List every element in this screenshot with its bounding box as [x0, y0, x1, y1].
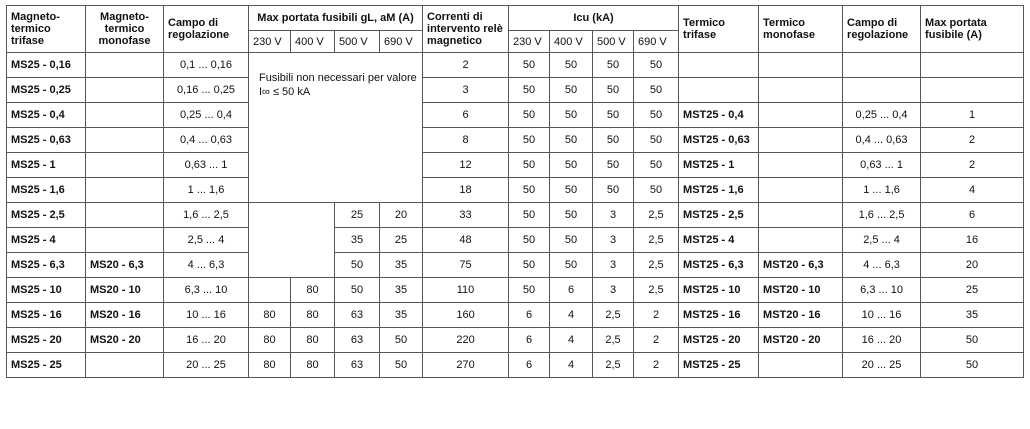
cell-fusibile-500: 63 — [335, 353, 380, 378]
fusibili-note: Fusibili non necessari per valore I∞ ≤ 50 kA — [249, 53, 423, 203]
cell-fusibile-690: 25 — [380, 228, 423, 253]
header-icu-voltage: 500 V — [593, 31, 634, 53]
cell-term-trifase: MST25 - 16 — [679, 303, 759, 328]
cell-fusibile-400: 80 — [291, 278, 335, 303]
cell-mag-monofase: MS20 - 10 — [86, 278, 164, 303]
cell-campo-2: 0,4 ... 0,63 — [843, 128, 921, 153]
cell-icu-230: 6 — [509, 353, 550, 378]
header-term-monofase: Termico monofase — [759, 6, 843, 53]
cell-icu-230: 50 — [509, 253, 550, 278]
cell-icu-400: 50 — [550, 128, 593, 153]
cell-icu-230: 50 — [509, 53, 550, 78]
table-row — [7, 203, 1024, 228]
cell-campo: 10 ... 16 — [164, 303, 249, 328]
cell-fusibile-500: 50 — [335, 253, 380, 278]
cell-icu-400: 4 — [550, 303, 593, 328]
cell-term-monofase — [759, 153, 843, 178]
cell-term-monofase — [759, 203, 843, 228]
header-icu-voltage: 230 V — [509, 31, 550, 53]
cell-corrente: 3 — [423, 78, 509, 103]
cell-icu-500: 50 — [593, 178, 634, 203]
header-term-trifase: Termico trifase — [679, 6, 759, 53]
cell-icu-230: 50 — [509, 128, 550, 153]
table-row — [7, 153, 1024, 178]
cell-mag-trifase: MS25 - 0,25 — [7, 78, 86, 103]
cell-fusibile-690: 50 — [380, 353, 423, 378]
cell-icu-690: 2 — [634, 303, 679, 328]
cell-mag-monofase — [86, 103, 164, 128]
cell-campo: 1 ... 1,6 — [164, 178, 249, 203]
cell-corrente: 6 — [423, 103, 509, 128]
cell-fusibile-500: 63 — [335, 303, 380, 328]
table-row — [7, 78, 1024, 103]
cell-term-monofase: MST20 - 16 — [759, 303, 843, 328]
cell-icu-400: 4 — [550, 328, 593, 353]
cell-mag-trifase: MS25 - 1,6 — [7, 178, 86, 203]
header-voltage: 690 V — [380, 31, 423, 53]
cell-mag-trifase: MS25 - 4 — [7, 228, 86, 253]
cell-mag-trifase: MS25 - 1 — [7, 153, 86, 178]
cell-icu-500: 50 — [593, 153, 634, 178]
cell-campo: 0,63 ... 1 — [164, 153, 249, 178]
cell-term-trifase: MST25 - 10 — [679, 278, 759, 303]
cell-icu-500: 2,5 — [593, 303, 634, 328]
spec-table — [6, 5, 1024, 378]
cell-icu-500: 50 — [593, 103, 634, 128]
cell-campo: 0,4 ... 0,63 — [164, 128, 249, 153]
cell-mag-monofase: MS20 - 20 — [86, 328, 164, 353]
cell-icu-230: 50 — [509, 228, 550, 253]
table-header — [7, 6, 1024, 53]
cell-term-trifase — [679, 78, 759, 103]
cell-max-portata — [921, 78, 1024, 103]
cell-term-trifase: MST25 - 1 — [679, 153, 759, 178]
cell-icu-230: 50 — [509, 278, 550, 303]
cell-fusibile-400: 80 — [291, 328, 335, 353]
table-body — [7, 53, 1024, 378]
cell-icu-690: 50 — [634, 153, 679, 178]
cell-max-portata: 2 — [921, 128, 1024, 153]
cell-icu-690: 2,5 — [634, 228, 679, 253]
cell-mag-trifase: MS25 - 2,5 — [7, 203, 86, 228]
cell-campo-2: 4 ... 6,3 — [843, 253, 921, 278]
cell-corrente: 2 — [423, 53, 509, 78]
header-voltage: 230 V — [249, 31, 291, 53]
cell-term-trifase: MST25 - 25 — [679, 353, 759, 378]
cell-icu-690: 2,5 — [634, 253, 679, 278]
cell-fusibile-690: 35 — [380, 278, 423, 303]
cell-campo: 2,5 ... 4 — [164, 228, 249, 253]
table-row — [7, 278, 1024, 303]
cell-fusibile-500: 35 — [335, 228, 380, 253]
cell-campo-2: 0,25 ... 0,4 — [843, 103, 921, 128]
table-row — [7, 303, 1024, 328]
cell-icu-230: 6 — [509, 303, 550, 328]
cell-icu-400: 50 — [550, 53, 593, 78]
cell-icu-500: 3 — [593, 228, 634, 253]
cell-campo: 20 ... 25 — [164, 353, 249, 378]
cell-term-trifase: MST25 - 1,6 — [679, 178, 759, 203]
cell-corrente: 110 — [423, 278, 509, 303]
cell-icu-500: 3 — [593, 278, 634, 303]
cell-term-monofase — [759, 178, 843, 203]
table-row — [7, 253, 1024, 278]
cell-term-trifase: MST25 - 0,4 — [679, 103, 759, 128]
cell-icu-400: 50 — [550, 153, 593, 178]
cell-icu-500: 2,5 — [593, 328, 634, 353]
cell-corrente: 75 — [423, 253, 509, 278]
cell-fusibile-690: 35 — [380, 303, 423, 328]
cell-campo: 0,16 ... 0,25 — [164, 78, 249, 103]
cell-fusibile-230 — [249, 278, 291, 303]
cell-icu-400: 6 — [550, 278, 593, 303]
cell-mag-monofase — [86, 203, 164, 228]
cell-term-trifase: MST25 - 20 — [679, 328, 759, 353]
cell-icu-690: 2,5 — [634, 278, 679, 303]
cell-icu-500: 50 — [593, 128, 634, 153]
cell-icu-690: 2 — [634, 353, 679, 378]
cell-fusibile-500: 25 — [335, 203, 380, 228]
cell-term-monofase — [759, 53, 843, 78]
table-row — [7, 328, 1024, 353]
cell-term-trifase — [679, 53, 759, 78]
cell-campo-2: 10 ... 16 — [843, 303, 921, 328]
cell-fusibile-400: 80 — [291, 353, 335, 378]
header-icu: Icu (kA) — [509, 6, 679, 31]
cell-fusibile-230: 80 — [249, 353, 291, 378]
cell-icu-400: 50 — [550, 253, 593, 278]
cell-icu-500: 3 — [593, 203, 634, 228]
cell-campo: 0,1 ... 0,16 — [164, 53, 249, 78]
cell-corrente: 33 — [423, 203, 509, 228]
cell-icu-690: 50 — [634, 178, 679, 203]
cell-campo-2: 16 ... 20 — [843, 328, 921, 353]
cell-icu-690: 2,5 — [634, 203, 679, 228]
cell-corrente: 160 — [423, 303, 509, 328]
header-max-fusibili: Max portata fusibili gL, aM (A) — [249, 6, 423, 31]
cell-term-monofase — [759, 228, 843, 253]
cell-fusibile-230: 80 — [249, 303, 291, 328]
cell-mag-monofase — [86, 228, 164, 253]
table-row — [7, 353, 1024, 378]
cell-max-portata: 50 — [921, 353, 1024, 378]
cell-mag-monofase — [86, 353, 164, 378]
cell-term-monofase: MST20 - 10 — [759, 278, 843, 303]
header-campo-regolazione: Campo di regolazione — [164, 6, 249, 53]
table-row — [7, 228, 1024, 253]
cell-term-trifase: MST25 - 4 — [679, 228, 759, 253]
cell-campo-2: 20 ... 25 — [843, 353, 921, 378]
empty-cell — [249, 203, 335, 278]
cell-icu-500: 50 — [593, 78, 634, 103]
cell-term-monofase: MST20 - 20 — [759, 328, 843, 353]
cell-campo-2: 0,63 ... 1 — [843, 153, 921, 178]
cell-icu-230: 50 — [509, 178, 550, 203]
header-voltage: 500 V — [335, 31, 380, 53]
cell-max-portata: 35 — [921, 303, 1024, 328]
cell-icu-400: 50 — [550, 178, 593, 203]
cell-icu-230: 50 — [509, 203, 550, 228]
cell-mag-trifase: MS25 - 6,3 — [7, 253, 86, 278]
header-icu-voltage: 690 V — [634, 31, 679, 53]
cell-mag-monofase: MS20 - 6,3 — [86, 253, 164, 278]
cell-max-portata: 50 — [921, 328, 1024, 353]
cell-fusibile-500: 63 — [335, 328, 380, 353]
header-correnti-intervento: Correnti di intervento relè magnetico — [423, 6, 509, 53]
table-row — [7, 53, 1024, 78]
cell-campo-2: 1 ... 1,6 — [843, 178, 921, 203]
cell-mag-monofase — [86, 153, 164, 178]
cell-campo-2: 1,6 ... 2,5 — [843, 203, 921, 228]
cell-campo: 16 ... 20 — [164, 328, 249, 353]
cell-icu-400: 4 — [550, 353, 593, 378]
header-max-portata: Max portata fusibile (A) — [921, 6, 1024, 53]
cell-corrente: 12 — [423, 153, 509, 178]
table-row — [7, 128, 1024, 153]
cell-corrente: 18 — [423, 178, 509, 203]
cell-icu-500: 3 — [593, 253, 634, 278]
cell-term-monofase — [759, 353, 843, 378]
table-row — [7, 178, 1024, 203]
cell-term-monofase: MST20 - 6,3 — [759, 253, 843, 278]
cell-corrente: 8 — [423, 128, 509, 153]
cell-icu-400: 50 — [550, 228, 593, 253]
cell-icu-230: 50 — [509, 78, 550, 103]
cell-fusibile-690: 35 — [380, 253, 423, 278]
cell-term-monofase — [759, 103, 843, 128]
cell-mag-monofase — [86, 128, 164, 153]
cell-icu-400: 50 — [550, 203, 593, 228]
cell-campo-2: 6,3 ... 10 — [843, 278, 921, 303]
cell-fusibile-230: 80 — [249, 328, 291, 353]
cell-mag-monofase — [86, 53, 164, 78]
cell-mag-monofase — [86, 78, 164, 103]
cell-corrente: 220 — [423, 328, 509, 353]
cell-mag-trifase: MS25 - 0,63 — [7, 128, 86, 153]
cell-max-portata — [921, 53, 1024, 78]
table-row — [7, 103, 1024, 128]
cell-mag-monofase — [86, 178, 164, 203]
cell-icu-690: 50 — [634, 128, 679, 153]
cell-campo: 0,25 ... 0,4 — [164, 103, 249, 128]
cell-fusibile-690: 50 — [380, 328, 423, 353]
cell-campo: 4 ... 6,3 — [164, 253, 249, 278]
cell-mag-trifase: MS25 - 20 — [7, 328, 86, 353]
cell-campo-2 — [843, 53, 921, 78]
cell-mag-monofase: MS20 - 16 — [86, 303, 164, 328]
header-voltage: 400 V — [291, 31, 335, 53]
cell-icu-500: 2,5 — [593, 353, 634, 378]
cell-max-portata: 25 — [921, 278, 1024, 303]
header-mag-trifase: Magneto-termico trifase — [7, 6, 86, 53]
cell-mag-trifase: MS25 - 25 — [7, 353, 86, 378]
cell-icu-400: 50 — [550, 78, 593, 103]
cell-corrente: 48 — [423, 228, 509, 253]
cell-fusibile-500: 50 — [335, 278, 380, 303]
cell-term-monofase — [759, 78, 843, 103]
cell-max-portata: 2 — [921, 153, 1024, 178]
cell-campo: 1,6 ... 2,5 — [164, 203, 249, 228]
cell-mag-trifase: MS25 - 0,16 — [7, 53, 86, 78]
cell-fusibile-400: 80 — [291, 303, 335, 328]
cell-mag-trifase: MS25 - 10 — [7, 278, 86, 303]
cell-icu-230: 6 — [509, 328, 550, 353]
cell-mag-trifase: MS25 - 0,4 — [7, 103, 86, 128]
cell-campo: 6,3 ... 10 — [164, 278, 249, 303]
header-campo-regolazione-2: Campo di regolazione — [843, 6, 921, 53]
cell-term-monofase — [759, 128, 843, 153]
cell-campo-2: 2,5 ... 4 — [843, 228, 921, 253]
cell-max-portata: 6 — [921, 203, 1024, 228]
cell-icu-400: 50 — [550, 103, 593, 128]
header-icu-voltage: 400 V — [550, 31, 593, 53]
cell-icu-230: 50 — [509, 103, 550, 128]
cell-term-trifase: MST25 - 6,3 — [679, 253, 759, 278]
cell-icu-690: 50 — [634, 103, 679, 128]
cell-icu-230: 50 — [509, 153, 550, 178]
cell-icu-500: 50 — [593, 53, 634, 78]
cell-icu-690: 50 — [634, 78, 679, 103]
cell-max-portata: 20 — [921, 253, 1024, 278]
cell-max-portata: 1 — [921, 103, 1024, 128]
cell-corrente: 270 — [423, 353, 509, 378]
cell-term-trifase: MST25 - 2,5 — [679, 203, 759, 228]
cell-fusibile-690: 20 — [380, 203, 423, 228]
cell-max-portata: 4 — [921, 178, 1024, 203]
cell-max-portata: 16 — [921, 228, 1024, 253]
header-mag-monofase: Magneto-termico monofase — [86, 6, 164, 53]
cell-icu-690: 2 — [634, 328, 679, 353]
cell-term-trifase: MST25 - 0,63 — [679, 128, 759, 153]
cell-icu-690: 50 — [634, 53, 679, 78]
cell-campo-2 — [843, 78, 921, 103]
cell-mag-trifase: MS25 - 16 — [7, 303, 86, 328]
